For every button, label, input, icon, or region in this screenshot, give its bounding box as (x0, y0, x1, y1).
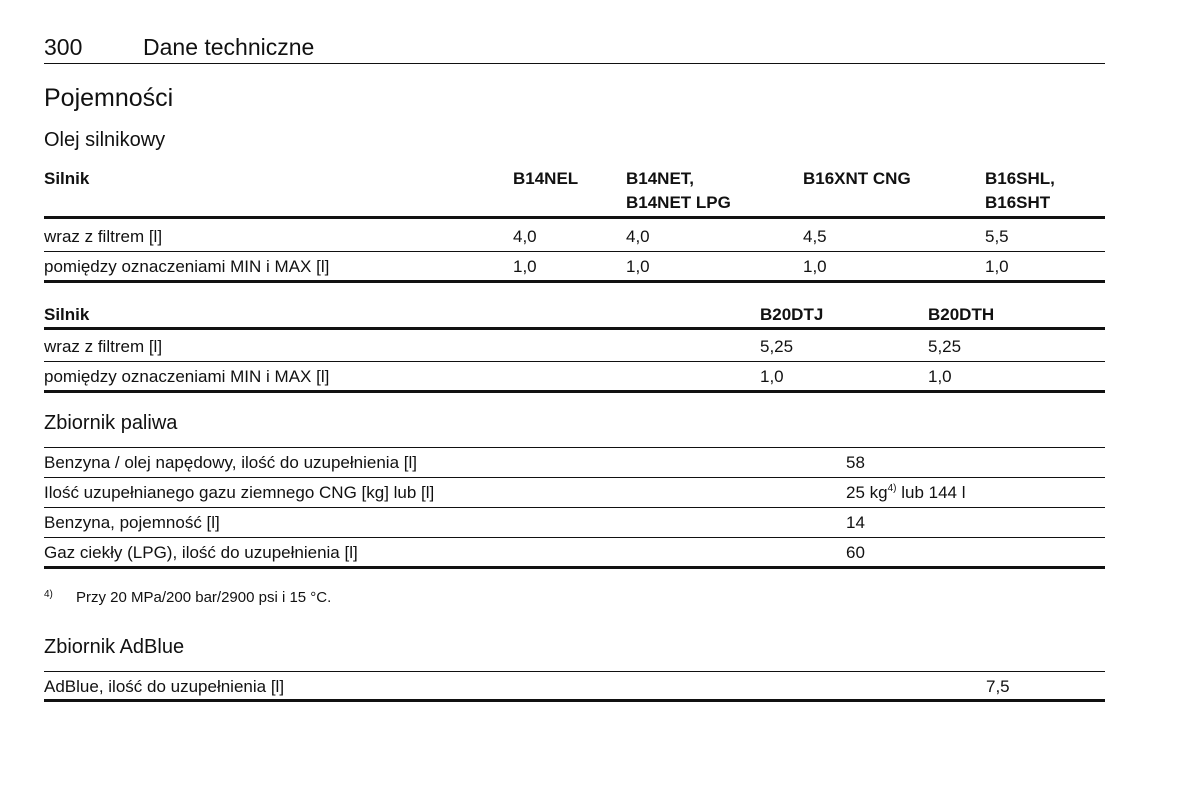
oil-section-title: Olej silnikowy (44, 129, 166, 151)
table-cell: pomiędzy oznaczeniami MIN i MAX [l] (44, 257, 330, 276)
table-cell: Gaz ciekły (LPG), ilość do uzupełnienia [l] (44, 543, 358, 562)
table-cell: 1,0 (513, 257, 537, 276)
table-header-cell: B20DTH (928, 305, 995, 324)
cng-l-value: lub 144 l (896, 483, 966, 502)
table-bottom-rule (44, 699, 1105, 702)
table-bottom-rule (44, 566, 1105, 569)
table-cell: 5,5 (985, 227, 1009, 246)
table-cell: 14 (846, 513, 865, 532)
table-header-rule (44, 216, 1105, 219)
row-divider (44, 251, 1105, 252)
table-header-cell: B20DTJ (760, 305, 824, 324)
table-cell: 4,0 (513, 227, 537, 246)
table-header-cell: Silnik (44, 169, 90, 188)
table-header-cell: B14NEL (513, 169, 579, 188)
row-divider (44, 361, 1105, 362)
table-header-cell: Silnik (44, 305, 90, 324)
table-cell (846, 482, 966, 504)
table-cell: Benzyna, pojemność [l] (44, 513, 220, 532)
table-cell: 1,0 (985, 257, 1009, 276)
table-cell: 5,25 (928, 337, 962, 356)
table-bottom-rule (44, 280, 1105, 283)
footnote-ref: 4) (887, 483, 897, 494)
table-cell: 4,5 (803, 227, 827, 246)
table-cell: wraz z filtrem [l] (44, 227, 163, 246)
footnote-text: Przy 20 MPa/200 bar/2900 psi i 15 °C. (76, 589, 332, 606)
table-cell: 1,0 (803, 257, 827, 276)
table-header-cell: B16SHL, B16SHT (985, 169, 1055, 212)
table-cell: 58 (846, 453, 865, 472)
header-divider (44, 63, 1105, 64)
adblue-section-title: Zbiornik AdBlue (44, 636, 185, 658)
table-header-cell: B16XNT CNG (803, 169, 911, 188)
table-header-rule (44, 327, 1105, 330)
table-cell: 60 (846, 543, 865, 562)
table-bottom-rule (44, 390, 1105, 393)
table-top-rule (44, 671, 1105, 672)
table-top-rule (44, 447, 1105, 448)
table-cell: Benzyna / olej napędowy, ilość do uzupełnienia [l] (44, 453, 417, 472)
table-cell: 5,25 (760, 337, 794, 356)
row-divider (44, 477, 1105, 478)
table-cell: 4,0 (626, 227, 650, 246)
table-cell: Ilość uzupełnianego gazu ziemnego CNG [kg] lub [l] (44, 483, 435, 502)
cng-kg-value: 25 kg (846, 483, 888, 502)
row-divider (44, 537, 1105, 538)
footnote-mark: 4) (44, 589, 53, 600)
fuel-tank-section-title: Zbiornik paliwa (44, 412, 178, 434)
table-cell: 1,0 (626, 257, 650, 276)
section-title: Dane techniczne (143, 34, 315, 60)
table-cell: wraz z filtrem [l] (44, 337, 163, 356)
table-cell: pomiędzy oznaczeniami MIN i MAX [l] (44, 367, 330, 386)
table-cell: 7,5 (986, 677, 1010, 696)
table-header-cell: B14NET, B14NET LPG (626, 169, 731, 212)
page-title: Pojemności (44, 84, 174, 112)
table-cell: AdBlue, ilość do uzupełnienia [l] (44, 677, 285, 696)
table-cell: 1,0 (760, 367, 784, 386)
page-number: 300 (44, 34, 83, 60)
row-divider (44, 507, 1105, 508)
table-cell: 1,0 (928, 367, 952, 386)
